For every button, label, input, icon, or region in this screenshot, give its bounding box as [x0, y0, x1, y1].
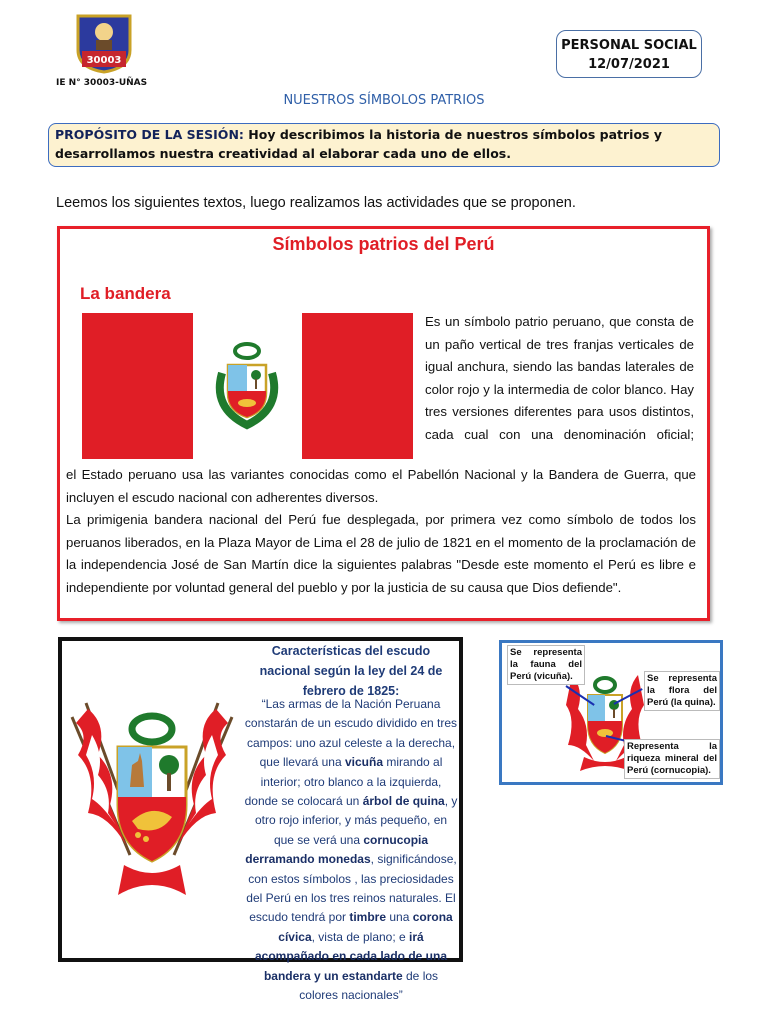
- shield-text-span: , significándose, con estos símbolos , las preciosidades del Perú en los tres reinos naturales. El escudo tendrá por: [246, 852, 457, 925]
- shield-text-span: , vista de plano; e: [311, 929, 410, 944]
- shield-text-highlight: árbol de quina: [362, 794, 445, 809]
- instructions-text: Leemos los siguientes textos, luego realizamos las actividades que se proponen.: [56, 195, 576, 211]
- annotation-fauna: Se representa la fauna del Perú (vicuña).: [507, 645, 585, 685]
- flag-section: [57, 226, 710, 621]
- flag-variants-text: el Estado peruano usa las variantes conocidas como el Pabellón Nacional y la Bandera de Guerra, que incluyen el escudo nacional con adherentes diversos.: [66, 467, 696, 505]
- logo-number: 30003: [86, 55, 122, 66]
- course-area: PERSONAL SOCIAL: [561, 38, 697, 53]
- purpose-box: [48, 123, 720, 167]
- shield-text-span: , y otro rojo inferior, y más pequeño, en que se verá una: [254, 794, 458, 847]
- flag-origin-text: La primigenia bandera nacional del Perú fue desplegada, por primera vez como símbolo de todos los peruanos liberados, en la Plaza Mayor de Lima el 28 de julio de 1821 en el momento de la proclamación de la independencia José de San Martín dice la siguientes palabras "Desde este momento el Perú es libre e independiente por voluntad general del pueblo y por la justicia de su causa que Dios defiende".: [66, 512, 696, 595]
- shield-section: [58, 637, 463, 1003]
- section-title: Símbolos patrios del Perú: [272, 234, 495, 254]
- shield-text-highlight: irá acompañado en cada lado de una bandera y un estandarte: [254, 929, 448, 983]
- flag-subtitle: La bandera: [80, 284, 171, 303]
- school-logo: [72, 12, 136, 74]
- shield-text-highlight: cornucopia derramando monedas: [245, 832, 429, 867]
- annotation-flora: Se representa la flora del Perú (la quina).: [644, 671, 720, 711]
- shield-text-highlight: timbre: [349, 910, 387, 925]
- page-title: NUESTROS SÍMBOLOS PATRIOS: [283, 93, 485, 108]
- shield-title: Características del escudo nacional según la ley del 24 de febrero de 1825:: [259, 644, 443, 698]
- flag-description: Es un símbolo patrio peruano, que consta de un paño vertical de tres franjas verticales de igual anchura, siendo las bandas laterales de color rojo y la intermedia de color blanco. Hay tres versiones diferentes para usos distintos, cada cual con una denominación oficial;: [425, 314, 694, 442]
- annotation-mineral: Representa la riqueza mineral del Perú (cornucopia).: [624, 739, 720, 779]
- peru-shield-image: [68, 695, 236, 905]
- purpose-text: Hoy describimos la historia de nuestros símbolos patrios y desarrollamos nuestra creatividad al elaborar cada uno de ellos.: [55, 127, 662, 161]
- course-badge: [556, 30, 702, 78]
- shield-text-highlight: vicuña: [345, 755, 384, 770]
- shield-text-span: una: [386, 910, 413, 925]
- course-date: 12/07/2021: [588, 57, 670, 72]
- shield-text-span: de los colores nacionales”: [299, 968, 439, 1003]
- shield-text-span: mirando al interior; otro blanco a la izquierda, donde se colocará un: [244, 755, 443, 809]
- peru-flag-image: [82, 313, 413, 459]
- shield-description: [244, 695, 458, 1006]
- shield-text-highlight: corona cívica: [278, 910, 453, 944]
- school-name: IE N° 30003-UÑAS: [56, 78, 148, 88]
- annotated-shield-section: [499, 640, 723, 785]
- flag-history: [66, 464, 696, 599]
- shield-text-span: “Las armas de la Nación Peruana constarán de un escudo dividido en tres campos: uno azul celeste a la derecha, que llevará una: [244, 697, 458, 770]
- purpose-label: PROPÓSITO DE LA SESIÓN:: [55, 127, 244, 142]
